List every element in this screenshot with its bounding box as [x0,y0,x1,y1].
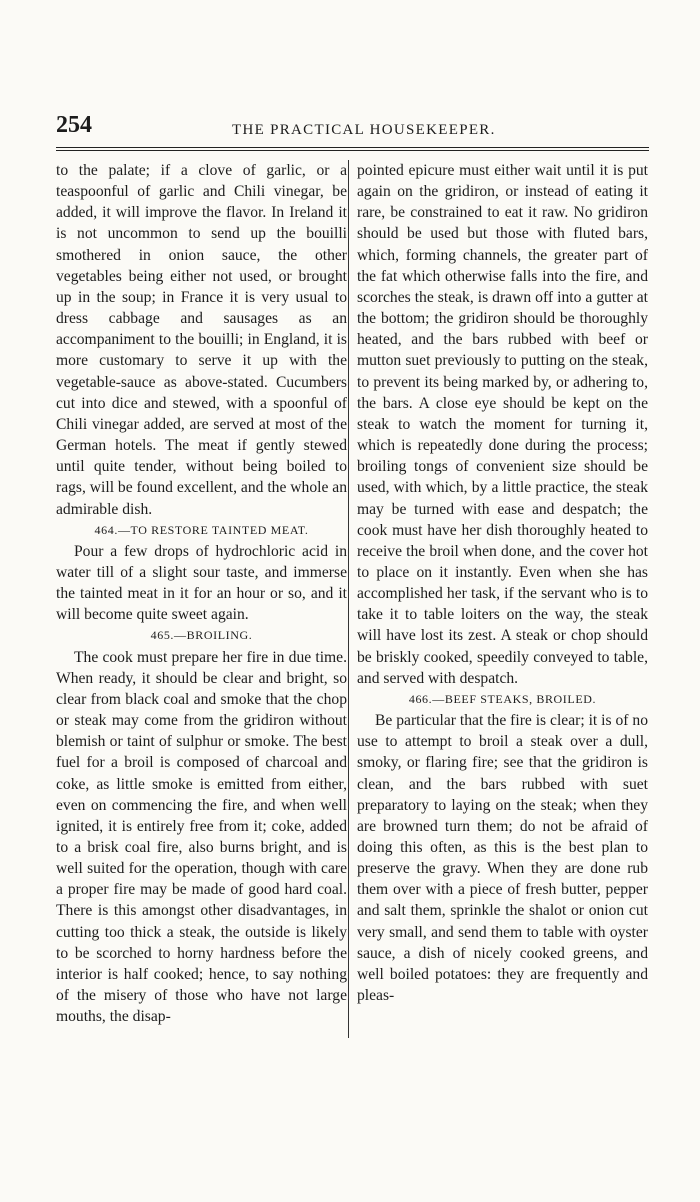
running-title: THE PRACTICAL HOUSEKEEPER. [232,122,496,138]
section-heading-466: 466.—BEEF STEAKS, BROILED. [408,691,597,706]
section-heading-464: 464.—TO RESTORE TAINTED MEAT. [94,522,309,537]
paragraph-broiling: The cook must prepare her fire in due time. When ready, it should be clear and bright, so clear from black coal and smoke that the chop or steak may come from the gridiron without blemish or taint of sulphur or smoke. The best fuel for a broil is composed of charcoal and coke, as little smoke is emitted from either, even on commencing the fire, and when well ignited, it is entirely free from it; coke, added to a brisk coal fire, also burns bright, and is well suited for the operation, though with care a proper fire may be made of good hard coal. There is this amongst other disadvantages, in cutting too thick a steak, the outside is likely to be scorched to horny hardness before the interior is half cooked; hence, to say nothing of the misery of those who have not large mouths, the disap- [56,648,347,1026]
page-number: 254 [56,112,92,138]
paragraph-beef-steaks: Be particular that the fire is clear; it is of no use to attempt to broil a steak over a dull, smoky, or flaring fire; see that the gridiron is clean, and the bars rubbed with suet preparatory to laying on the steak; when they are browned turn them; do not be afraid of doing this often, as this is the best plan to preserve the gravy. When they are done rub them over with a piece of fresh butter, pepper and salt them, sprinkle the shalot or onion cut very small, and send them to table with oyster sauce, a dish of nicely cooked greens, and well boiled potatoes: they are frequently and pleas- [357,712,648,1005]
paragraph-tainted-meat: Pour a few drops of hydrochloric acid in water till of a slight sour taste, and immerse the tainted meat in it for an hour or so, and it will become quite sweet again. [56,542,347,624]
column-divider [348,160,349,1038]
page-header [56,112,648,146]
right-column [357,160,648,1006]
section-heading-465: 465.—BROILING. [150,628,253,643]
header-rule [56,147,649,151]
left-column [56,160,347,1027]
paragraph-continued-broiling: pointed epicure must either wait until it is put again on the gridiron, or instead of eating it rare, be constrained to eat it raw. No gridiron should be used but those with fluted bars, which, forming channels, the greater part of the fat which otherwise falls into the fire, and scorches the steak, is drawn off into a gutter at the bottom; the gridiron should be thoroughly heated, and the bars rubbed with beef or mutton suet previously to putting on the steak, to prevent its being marked by, or adhering to, the bars. A close eye should be kept on the steak to watch the moment for turning it, which is repeatedly done during the process; broiling tongs of convenient size should be used, with which, by a little practice, the steak may be turned with ease and despatch; the cook must have her dish thoroughly heated to receive the broil when done, and the cover hot to place on it instantly. Even when she has accomplished her task, if the servant who is to take it to table loiters on the way, the steak will have lost its zest. A steak or chop should be briskly cooked, speedily conveyed to table, and served with despatch. [357,162,648,687]
paragraph-continued-bouilli: to the palate; if a clove of garlic, or a teaspoonful of garlic and Chili vinegar, be added, it will improve the flavor. In Ireland it is not uncommon to send up the bouilli smothered in onion sauce, the other vegetables being either not used, or brought up in the soup; in France it is very usual to dress cabbage and sausages as an accompaniment to the bouilli; in England, it is more customary to serve it up with the vegetable-sauce as above-stated. Cucumbers cut into dice and stewed, with a spoonful of Chili vinegar added, are served at most of the German hotels. The meat if gently stewed until quite tender, without being boiled to rags, will be found excellent, and the whole an admirable dish. [56,162,347,518]
